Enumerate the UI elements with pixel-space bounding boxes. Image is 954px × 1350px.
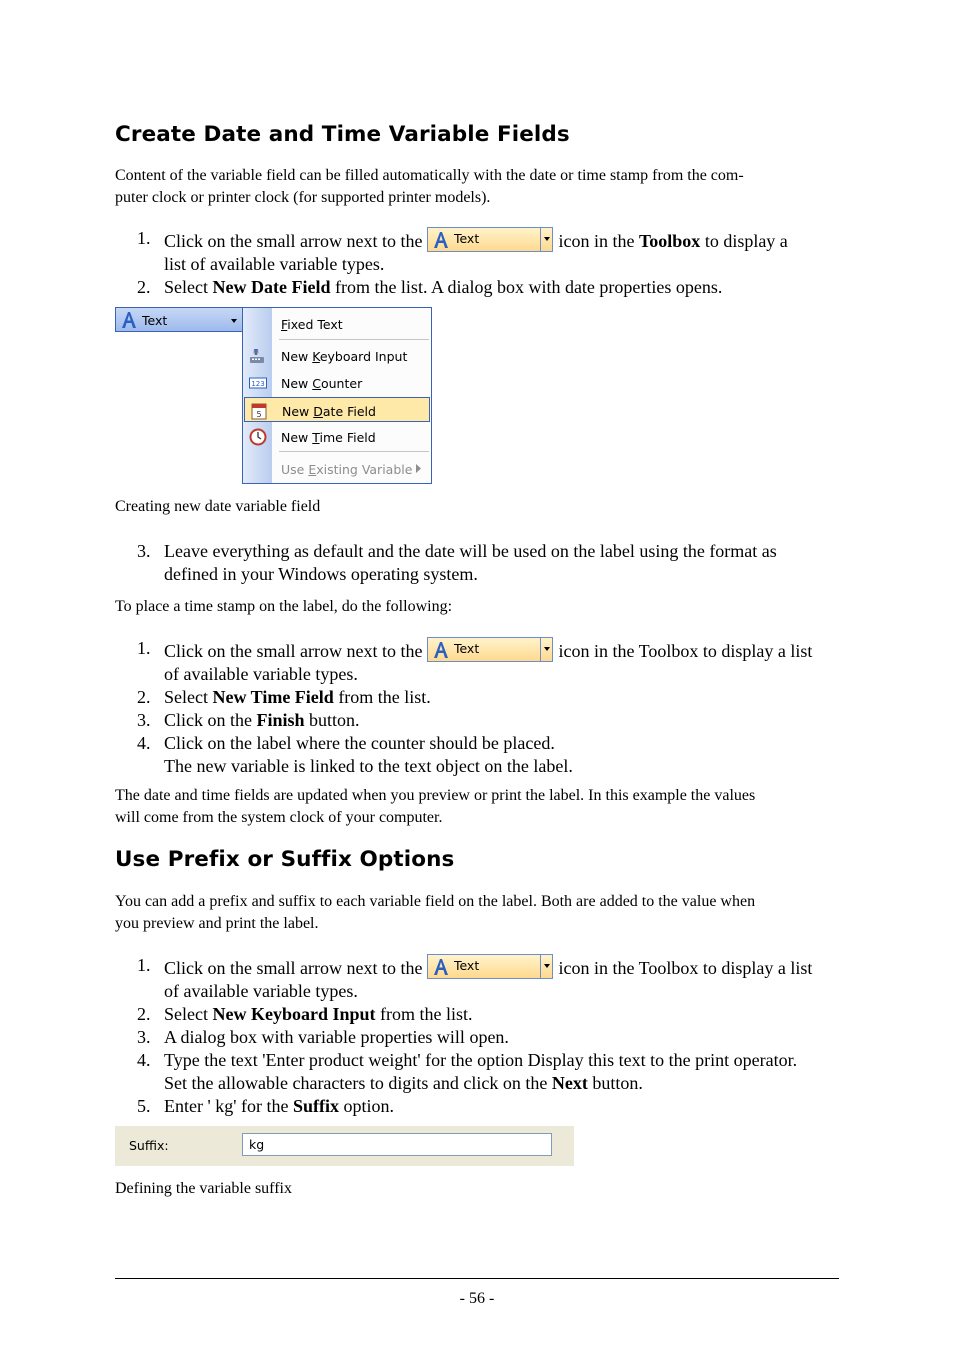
step-text: to display a [704,231,788,251]
step-text: button. [592,1073,643,1093]
intro-line-2: puter clock or printer clock (for supported printer models). [115,189,491,206]
step-text: of available variable types. [164,664,358,684]
step-text: Click on the small arrow next to the [164,958,423,978]
dropdown-arrow-icon[interactable] [540,954,553,979]
closing-paragraph [115,785,839,829]
suffix-steps-list [115,954,839,1118]
intro-line-1: You can add a prefix and suffix to each variable field on the label. Both are added to the value when [115,893,756,910]
step-text: from the list. [338,687,431,707]
step-text-bold: New Keyboard Input [212,1004,376,1024]
step-text: A dialog box with variable properties will open. [164,1027,509,1047]
text-button-label: Text [453,958,480,973]
step-text-bold: New Date Field [212,277,331,297]
step-text: icon in the Toolbox to display a list [558,641,813,661]
step-number: 5. [137,1096,151,1116]
step-number: 1. [137,638,151,658]
step-text-bold: Finish [256,710,305,730]
step-text: Click on the small arrow next to the [164,641,423,661]
menu-item-new-keyboard-input[interactable]: New Keyboard Input [244,343,430,368]
text-a-icon [120,311,138,329]
step-text: Set the allowable characters to digits and click on the [164,1073,548,1093]
variable-type-menu-figure [115,307,432,484]
list-item [115,954,839,1003]
text-toolbox-button[interactable] [427,637,553,663]
step-text: Click on the [164,710,252,730]
text-toolbox-button-open[interactable] [115,307,245,332]
text-a-icon [432,958,450,976]
text-a-icon [432,231,450,249]
step-text: Leave everything as default and the date will be used on the label using the format as [164,541,777,561]
page-number: - 56 - [459,1290,495,1307]
section-heading-date-time: Create Date and Time Variable Fields [115,122,570,147]
menu-item-new-date-field[interactable]: 5 New Date Field [244,397,430,422]
step-text: Select [164,277,208,297]
step-number: 4. [137,1050,151,1070]
step-number: 3. [137,541,151,561]
list-item [115,227,839,276]
prefix-intro-paragraph [115,891,839,935]
list-item [115,1003,839,1026]
section-heading-prefix-suffix: Use Prefix or Suffix Options [115,847,455,872]
dropdown-arrow-icon[interactable] [231,319,237,323]
list-item [115,1026,839,1049]
list-item [115,637,839,686]
list-item [115,732,839,778]
time-steps-list [115,637,839,778]
step-text-bold: Toolbox [638,231,701,251]
step-text: Type the text 'Enter product weight' for the option Display this text to the print operator. [164,1050,798,1070]
step-text: option. [343,1096,394,1116]
text-a-icon [432,641,450,659]
list-item [115,276,839,299]
figure-caption-suffix: Defining the variable suffix [115,1180,292,1197]
keyboard-hand-icon [249,347,267,365]
text-toolbox-button[interactable] [427,227,553,253]
text-button-face[interactable] [427,954,541,979]
date-step-3 [115,540,839,586]
step-text: of available variable types. [164,981,358,1001]
footer-divider [115,1278,839,1279]
step-number: 1. [137,955,151,975]
menu-item-new-time-field[interactable]: New Time Field [244,424,430,449]
step-number: 3. [137,710,151,730]
closing-line-2: will come from the system clock of your computer. [115,809,443,826]
counter-123-icon [249,374,267,392]
step-number: 2. [137,1004,151,1024]
intro-paragraph [115,165,839,209]
dropdown-arrow-icon[interactable] [540,637,553,662]
text-button-label: Text [142,313,168,328]
date-steps-list [115,227,839,299]
step-text: Select [164,1004,208,1024]
intro-line-2: you preview and print the label. [115,915,319,932]
menu-separator [279,451,429,452]
menu-item-use-existing-variable: Use Existing Variable [244,456,430,481]
step-text: Select [164,687,208,707]
variable-dropdown-menu [242,307,432,484]
text-toolbox-button[interactable] [427,954,553,980]
suffix-input[interactable]: kg [242,1133,552,1156]
text-button-label: Text [453,641,480,656]
step-number: 2. [137,277,151,297]
svg-text:5: 5 [256,410,262,419]
step-text: Enter ' kg' for the [164,1096,289,1116]
text-button-face[interactable] [427,637,541,662]
text-button-face[interactable] [427,227,541,252]
step-text: from the list. A dialog box with date properties opens. [334,277,723,297]
menu-item-new-counter[interactable]: 123 New Counter [244,370,430,395]
step-text: defined in your Windows operating system. [164,564,478,584]
intro-line-1: Content of the variable field can be filled automatically with the date or time stamp from the com- [115,167,744,184]
menu-separator [279,339,429,340]
step-number: 4. [137,733,151,753]
list-item [115,1049,839,1095]
step-text: The new variable is linked to the text object on the label. [164,756,573,776]
step-number: 2. [137,687,151,707]
figure-caption-date: Creating new date variable field [115,498,321,515]
text-button-label: Text [453,231,480,246]
suffix-field-figure [115,1126,574,1166]
time-intro: To place a time stamp on the label, do the following: [115,598,453,615]
step-text-bold: Next [551,1073,588,1093]
step-text: list of available variable types. [164,254,385,274]
step-text: icon in the Toolbox to display a list [558,958,813,978]
step-text: Click on the label where the counter should be placed. [164,733,555,753]
list-item [115,709,839,732]
submenu-arrow-icon [416,464,422,473]
step-text-bold: New Time Field [212,687,334,707]
list-item [115,1095,839,1118]
step-number: 3. [137,1027,151,1047]
closing-line-1: The date and time fields are updated when you preview or print the label. In this example the values [115,787,756,804]
step-number: 1. [137,228,151,248]
step-text: from the list. [380,1004,473,1024]
step-text: Click on the small arrow next to the [164,231,423,251]
list-item [115,540,839,586]
list-item [115,686,839,709]
clock-icon [249,428,267,446]
suffix-label: Suffix: [129,1138,169,1153]
dropdown-arrow-icon[interactable] [540,227,553,252]
step-text: icon in the [558,231,635,251]
menu-item-fixed-text[interactable]: Fixed Text [281,317,343,332]
calendar-icon [250,402,268,420]
step-text: button. [309,710,360,730]
svg-text:123: 123 [251,380,265,388]
step-text-bold: Suffix [292,1096,339,1116]
